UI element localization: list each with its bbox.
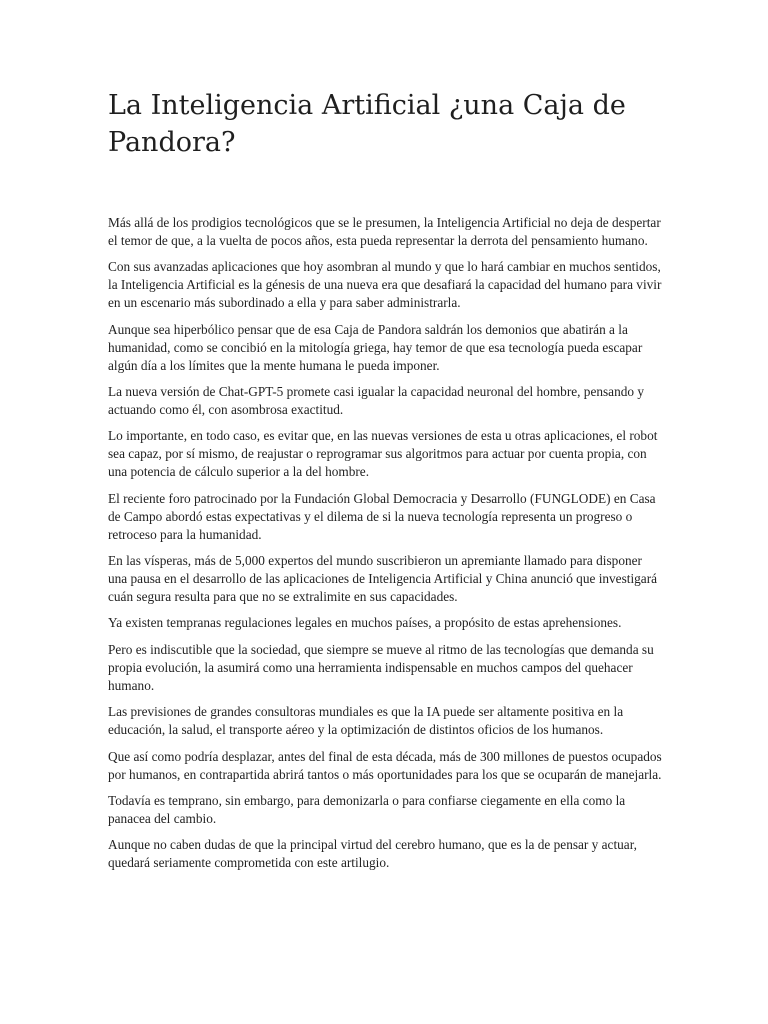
paragraph: Las previsiones de grandes consultoras mundiales es que la IA puede ser altamente positiva en la educación, la salud, el transporte aéreo y la optimización de distintos oficios de los humanos. [108, 704, 624, 738]
paragraph: La nueva versión de Chat-GPT-5 promete casi igualar la capacidad neuronal del hombre, pensando y actuando como él, con asombrosa exactitud. [108, 384, 644, 417]
paragraph: Más allá de los prodigios tecnológicos que se le presumen, la Inteligencia Artificial no deja de despertar el temor de que, a la vuelta de pocos años, esta pueda representar la derrota del pensamiento humano. [108, 215, 661, 248]
paragraph: Todavía es temprano, sin embargo, para demonizarla o para confiarse ciegamente en ella como la panacea del cambio. [108, 793, 626, 826]
document-title: La Inteligencia Artificial ¿una Caja de Pandora? [108, 90, 626, 158]
paragraph: Pero es indiscutible que la sociedad, que siempre se mueve al ritmo de las tecnologías que demanda su propia evolución, la asumirá como una herramienta indispensable en muchos campos del quehacer humano. [108, 641, 654, 693]
paragraph: Lo importante, en todo caso, es evitar que, en las nuevas versiones de esta u otras aplicaciones, el robot sea capaz, por sí mismo, de reajustar o reprogramar sus algoritmos para actuar por cuenta propia, con una potencia de cálculo superior a la del hombre. [108, 428, 658, 480]
paragraph: En las vísperas, más de 5,000 expertos del mundo suscribieron un apremiante llamado para disponer una pausa en el desarrollo de las aplicaciones de Inteligencia Artificial y China anunció que investigará cuán segura resulta para que no se extralimite en sus capacidades. [108, 553, 658, 604]
paragraph: El reciente foro patrocinado por la Fundación Global Democracia y Desarrollo (FUNGLODE) en Casa de Campo abordó estas expectativas y el dilema de si la nueva tecnología representa un progreso o retroceso para la humanidad. [108, 490, 656, 542]
paragraph: Con sus avanzadas aplicaciones que hoy asombran al mundo y que lo hará cambiar en muchos sentidos, la Inteligencia Artificial es la génesis de una nueva era que desafiará la capacidad del humano para vivir en un escenario más subordinado a ella y para saber administrarla. [108, 259, 662, 311]
paragraph: Aunque no caben dudas de que la principal virtud del cerebro humano, que es la de pensar y actuar, quedará seriamente comprometida con este artilugio. [108, 837, 637, 871]
document-body [108, 214, 664, 881]
paragraph: Ya existen tempranas regulaciones legales en muchos países, a propósito de estas aprehensiones. [108, 615, 622, 631]
paragraph: Aunque sea hiperbólico pensar que de esa Caja de Pandora saldrán los demonios que abatirán a la humanidad, como se concibió en la mitología griega, hay temor de que esa tecnología pueda escapar algún día a los límites que la mente humana le pueda imponer. [108, 321, 643, 373]
paragraph: Que así como podría desplazar, antes del final de esta década, más de 300 millones de puestos ocupados por humanos, en contrapartida abrirá tantos o más oportunidades para los que se ocuparán de manejarla. [108, 748, 662, 782]
